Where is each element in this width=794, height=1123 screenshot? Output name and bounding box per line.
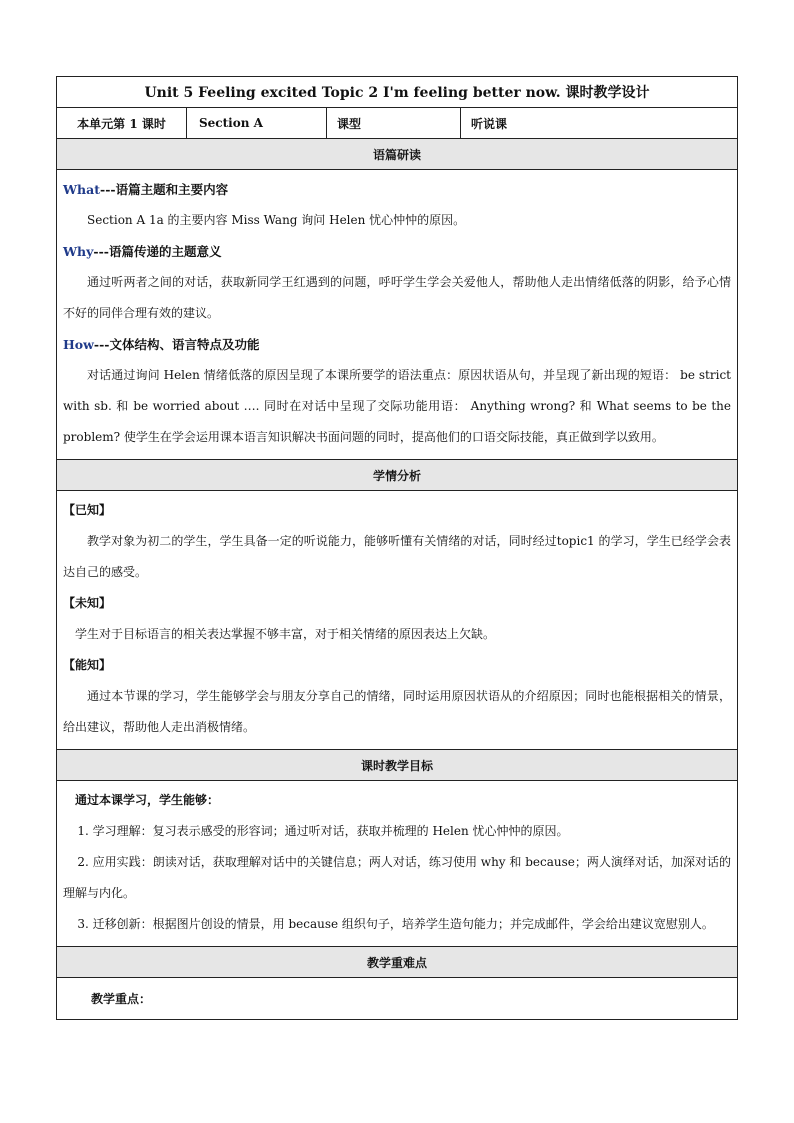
- how-label-en: How: [63, 337, 94, 352]
- why-label-cn: ---语篇传递的主题意义: [93, 244, 222, 259]
- why-label-en: Why: [63, 244, 94, 259]
- why-text: 通过听两者之间的对话，获取新同学王红遇到的问题，呼吁学生学会关爱他人，帮助他人走出情绪低落的阴影，给予心情不好的同伴合理有效的建议。: [63, 275, 731, 320]
- how-label-cn: ---文体结构、语言特点及功能: [93, 337, 260, 352]
- known-text: 教学对象为初二的学生，学生具备一定的听说能力，能够听懂有关情绪的对话，同时经过topic1 的学习，学生已经学会表达自己的感受。: [63, 534, 731, 579]
- section-heading-label: 课时教学目标: [360, 758, 433, 773]
- objective-item: 2. 应用实践：朗读对话，获取理解对话中的关键信息；两人对话，练习使用 why 和 because；两人演绎对话，加深对话的理解与内化。: [63, 855, 731, 900]
- lesson-number: 本单元第 1 课时: [57, 108, 187, 138]
- section-heading-key-points: [57, 947, 737, 978]
- objective-item: 3. 迁移创新：根据图片创设的情景，用 because 组织句子，培养学生造句能力；并完成邮件，学会给出建议宽慰别人。: [77, 917, 714, 931]
- lesson-type-label: 课型: [327, 108, 461, 138]
- unknown-text: 学生对于目标语言的相关表达掌握不够丰富，对于相关情绪的原因表达上欠缺。: [75, 627, 496, 641]
- what-text: Section A 1a 的主要内容 Miss Wang 询问 Helen 忧心忡忡的原因。: [87, 213, 466, 227]
- section-heading-label: 语篇研读: [372, 147, 421, 162]
- lesson-type-value: 听说课: [471, 116, 508, 131]
- section-heading-student-analysis: [57, 460, 737, 491]
- how-label: [63, 329, 731, 360]
- what-label-en: What: [63, 182, 100, 197]
- objectives-content: [57, 781, 737, 947]
- what-label-cn: ---语篇主题和主要内容: [100, 182, 229, 197]
- unknown-label: 【未知】: [63, 596, 112, 610]
- student-analysis-content: [57, 491, 737, 750]
- what-label: [63, 174, 731, 205]
- ability-text: 通过本节课的学习，学生能够学会与朋友分享自己的情绪，同时运用原因状语从的介绍原因；同时也能根据相关的情景，给出建议，帮助他人走出消极情绪。: [63, 689, 731, 734]
- known-label: 【已知】: [63, 503, 112, 517]
- objectives-lead: 通过本课学习，学生能够：: [75, 793, 220, 807]
- lesson-plan-table: [56, 76, 738, 1020]
- ability-label: 【能知】: [63, 658, 112, 672]
- section-heading-objectives: [57, 750, 737, 781]
- section-heading-label: 学情分析: [372, 468, 421, 483]
- text-study-content: [57, 170, 737, 460]
- key-points-lead: 教学重点：: [91, 992, 152, 1006]
- key-points-content: [57, 978, 737, 1020]
- page-title-text: Unit 5 Feeling excited Topic 2 I'm feeling better now. 课时教学设计: [144, 85, 650, 101]
- page-title: [57, 77, 737, 108]
- how-text: 对话通过询问 Helen 情绪低落的原因呈现了本课所要学的语法重点：原因状语从句，并呈现了新出现的短语： be strict with sb. 和 be worried about …. 同时在对话中呈现了交际功能用语： Anything wrong? 和 What seems to be the problem? 使学生在学会运用课本语言知识解决书面问题的同时，提高他们的口语交际技能，真正做到学以致用。: [63, 368, 731, 444]
- lesson-info-row: [57, 108, 737, 139]
- objective-item: 1. 学习理解：复习表示感受的形容词；通过听对话，获取并梳理的 Helen 忧心忡忡的原因。: [77, 824, 569, 838]
- section-heading-label: 教学重难点: [366, 955, 427, 970]
- why-label: [63, 236, 731, 267]
- section-heading-text-study: [57, 139, 737, 170]
- section-name: Section A: [187, 108, 327, 138]
